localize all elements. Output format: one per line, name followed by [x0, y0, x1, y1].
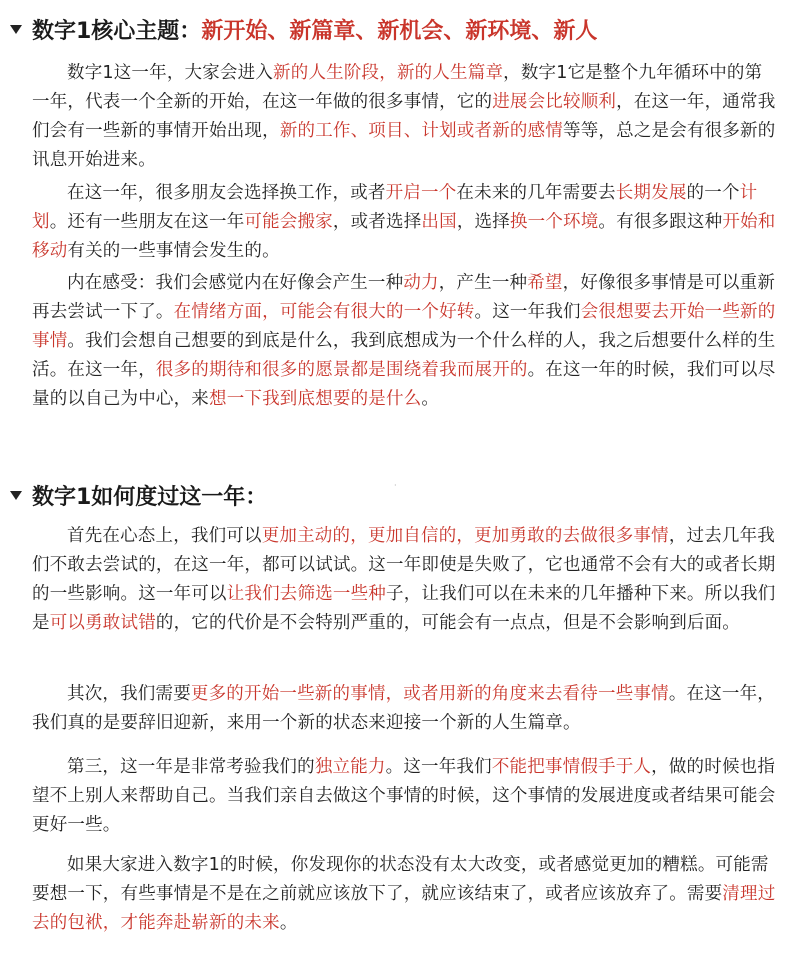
body-text: 。在这一年，我们真的是要辞旧迎新，来用一个新的状态来迎接一个新的人生篇章。 [32, 684, 776, 733]
body-text: 。这一年我们 [385, 757, 492, 777]
highlighted-text: 会很想要去开始一些新的事情 [32, 302, 776, 351]
body-text: 在这一年，很多朋友会选择换工作，或者 [67, 183, 386, 203]
heading-title: 数字1核心主题： [32, 19, 202, 44]
highlighted-text: 出国 [421, 212, 457, 232]
stray-mark: · [394, 481, 397, 490]
body-text: ，做的时候也指望不上别人来帮助自己。当我们亲自去做这个事情的时候，这个事情的发展进度或者结果可能会更好一些。 [32, 757, 776, 835]
body-text: 内在感受：我们会感觉内在好像会产生一种 [67, 273, 404, 293]
body-text: 如果大家进入数字1的时候，你发现你的状态没有太大改变，或者感觉更加的糟糕。可能需要想一下，有些事情是不是在之前就应该放下了，就应该结束了，或者应该放弃了。需要 [32, 855, 769, 904]
body-text: 。 [279, 913, 298, 933]
body-text: 。还有一些朋友在这一年 [49, 212, 245, 232]
highlighted-text: 更多的开始一些新的事情，或者用新的角度来去看待一些事情 [190, 684, 669, 704]
body-text: 。 [421, 389, 440, 409]
heading-title: 数字1如何度过这一年： [32, 485, 268, 510]
paragraph [32, 59, 777, 175]
body-text: ，产生一种 [438, 273, 528, 293]
paragraph [32, 680, 777, 738]
body-text: 。在这一年的时候，我们可以尽量的以自己为中心，来 [32, 360, 776, 409]
body-text: 有关的一些事情会发生的。 [67, 241, 280, 261]
paragraph [32, 179, 777, 266]
body-text: ，在这一年，通常我们会有一些新的事情开始出现， [32, 92, 776, 141]
body-text: 第三，这一年是非常考验我们的 [67, 757, 315, 777]
section-heading-core-theme[interactable] [10, 14, 597, 45]
body-text: ，好像很多事情是可以重新再去尝试一下了。 [32, 273, 776, 322]
highlighted-text: 可以勇敢试错 [49, 613, 156, 633]
heading-highlight: 新开始、新篇章、新机会、新环境、新人 [201, 19, 598, 44]
highlighted-text: 让我们去筛选一些种 [226, 584, 387, 604]
body-text: 首先在心态上，我们可以 [67, 526, 262, 546]
body-text: ，选择 [456, 212, 510, 232]
highlighted-text: 很多的期待和很多的愿景都是围绕着我而展开的 [155, 360, 528, 380]
body-text: 其次，我们需要 [67, 684, 191, 704]
paragraph [32, 851, 777, 938]
highlighted-text: 新的工作、项目、计划或者新的感情 [279, 121, 564, 141]
highlighted-text: 清理过去的包袱，才能奔赴崭新的未来 [32, 884, 776, 933]
collapse-triangle-icon[interactable] [10, 491, 22, 500]
paragraph [32, 522, 777, 638]
highlighted-text: 长期发展 [615, 183, 687, 203]
body-text: 。我们会想自己想要的到底是什么，我到底想成为一个什么样的人，我之后想要什么样的生活。在这一年， [32, 331, 776, 380]
highlighted-text: 可能会搬家 [244, 212, 333, 232]
highlighted-text: 在情绪方面，可能会有很大的一个好转 [173, 302, 475, 322]
highlighted-text: 进展会比较顺利 [492, 92, 617, 112]
body-text: ，或者选择 [332, 212, 422, 232]
highlighted-text: 开始和移动 [32, 212, 776, 261]
highlighted-text: 更加主动的，更加自信的，更加勇敢的去做很多事情 [261, 526, 669, 546]
body-text: 子，让我们可以在未来的几年播种下来。所以我们是 [32, 584, 776, 633]
body-text: ，过去几年我们不敢去尝试的，在这一年，都可以试试。这一年即使是失败了，它也通常不会有大的或者长期的一些影响。这一年可以 [32, 526, 776, 604]
body-text: ，数字1它是整个九年循环中的第一年，代表一个全新的开始，在这一年做的很多事情，它的 [32, 63, 763, 112]
highlighted-text: 不能把事情假手于人 [491, 757, 652, 777]
highlighted-text: 独立能力 [314, 757, 386, 777]
body-text: 。这一年我们 [474, 302, 581, 322]
body-text: 数字1这一年，大家会进入 [67, 63, 274, 83]
body-text: 。有很多跟这种 [598, 212, 723, 232]
highlighted-text: 计划 [32, 183, 758, 232]
collapse-triangle-icon[interactable] [10, 25, 22, 34]
highlighted-text: 想一下我到底想要的是什么 [209, 389, 422, 409]
highlighted-text: 希望 [527, 273, 563, 293]
body-text: 的，它的代价是不会特别严重的，可能会有一点点，但是不会影响到后面。 [155, 613, 741, 633]
highlighted-text: 开启一个 [385, 183, 457, 203]
paragraph [32, 269, 777, 414]
highlighted-text: 换一个环境 [509, 212, 599, 232]
highlighted-text: 新的人生阶段，新的人生篇章 [273, 63, 504, 83]
body-text: 的一个 [686, 183, 740, 203]
body-text: 在未来的几年需要去 [456, 183, 616, 203]
section-heading-how-to[interactable] [10, 480, 267, 511]
highlighted-text: 动力 [403, 273, 439, 293]
body-text: 等等，总之是会有很多新的讯息开始进来。 [32, 121, 776, 170]
paragraph [32, 753, 777, 840]
